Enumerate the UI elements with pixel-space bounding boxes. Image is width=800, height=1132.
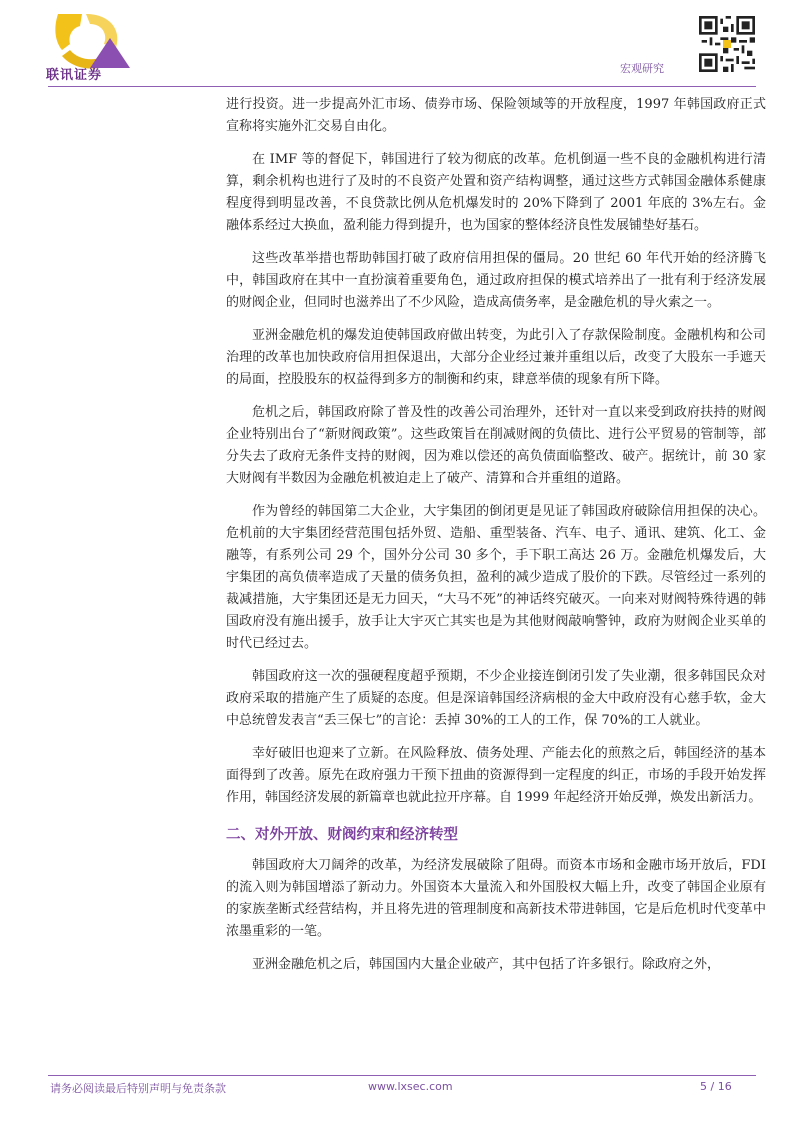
page-footer bbox=[0, 1070, 800, 1110]
header-category-label: 宏观研究 bbox=[620, 62, 664, 75]
article-body bbox=[226, 94, 766, 987]
paragraph: 危机之后，韩国政府除了普及性的改善公司治理外，还针对一直以来受到政府扶持的财阀企业特别出台了“新财阀政策”。这些政策旨在削减财阀的负债比、进行公平贸易的管制等，部分失去了政府无条件支持的财阀，因为难以偿还的高负债面临整改、破产。据统计，前 30 家大财阀有半数因为金融危机被迫走上了破产、清算和合并重组的道路。 bbox=[226, 405, 766, 486]
page-header bbox=[0, 0, 800, 95]
page-number: 5 / 16 bbox=[700, 1080, 732, 1093]
header-divider bbox=[48, 86, 756, 87]
section-heading: 二、对外开放、财阀约束和经济转型 bbox=[226, 827, 458, 843]
paragraph: 亚洲金融危机的爆发迫使韩国政府做出转变，为此引入了存款保险制度。金融机构和公司治理的改革也加快政府信用担保退出，大部分企业经过兼并重组以后，改变了大股东一手遮天的局面，控股股东的权益得到多方的制衡和约束，肆意举债的现象有所下降。 bbox=[226, 328, 766, 387]
paragraph: 亚洲金融危机之后，韩国国内大量企业破产，其中包括了许多银行。除政府之外， bbox=[252, 957, 721, 972]
paragraph: 进行投资。进一步提高外汇市场、债券市场、保险领域等的开放程度，1997 年韩国政府正式宣称将实施外汇交易自由化。 bbox=[226, 97, 766, 134]
paragraph: 韩国政府这一次的强硬程度超乎预期，不少企业接连倒闭引发了失业潮，很多韩国民众对政府采取的措施产生了质疑的态度。但是深谙韩国经济病根的金大中政府没有心慈手软，金大中总统曾发表言“丢三保七”的言论：丢掉 30%的工人的工作，保 70%的工人就业。 bbox=[226, 669, 766, 728]
logo-text: 联讯证券 bbox=[46, 68, 103, 83]
paragraph: 韩国政府大刀阔斧的改革，为经济发展破除了阻碍。而资本市场和金融市场开放后，FDI 的流入则为韩国增添了新动力。外国资本大量流入和外国股权大幅上升，改变了韩国企业原有的家族垄断式经营结构，并且将先进的管理制度和高新技术带进韩国，它是后危机时代变革中浓墨重彩的一笔。 bbox=[226, 858, 766, 939]
paragraph: 作为曾经的韩国第二大企业，大宇集团的倒闭更是见证了韩国政府破除信用担保的决心。危机前的大宇集团经营范围包括外贸、造船、重型装备、汽车、电子、通讯、建筑、化工、金融等，有系列公司 29 个，国外分公司 30 多个，手下职工高达 26 万。金融危机爆发后，大宇集团的高负债率造成了天量的债务负担，盈利的减少造成了股价的下跌。尽管经过一系列的裁减措施，大宇集团还是无力回天，“大马不死”的神话终究破灭。一向来对财阀特殊待遇的韩国政府没有施出援手，放手让大宇灭亡其实也是为其他财阀敲响警钟，政府为财阀企业买单的时代已经过去。 bbox=[226, 504, 766, 651]
paragraph: 这些改革举措也帮助韩国打破了政府信用担保的僵局。20 世纪 60 年代开始的经济腾飞中，韩国政府在其中一直扮演着重要角色，通过政府担保的模式培养出了一批有利于经济发展的财阀企业，但同时也滋养出了不少风险，造成高债务率，是金融危机的导火索之一。 bbox=[226, 251, 766, 310]
website-link[interactable]: www.lxsec.com bbox=[368, 1080, 453, 1093]
footer-divider bbox=[48, 1075, 756, 1076]
paragraph: 在 IMF 等的督促下，韩国进行了较为彻底的改革。危机倒逼一些不良的金融机构进行清算，剩余机构也进行了及时的不良资产处置和资产结构调整，通过这些方式韩国金融体系健康程度得到明显改善，不良贷款比例从危机爆发时的 20%下降到了 2001 年底的 3%左右。金融体系经过大换血，盈利能力得到提升，也为国家的整体经济良性发展铺垫好基石。 bbox=[226, 152, 766, 233]
paragraph: 幸好破旧也迎来了立新。在风险释放、债务处理、产能去化的煎熬之后，韩国经济的基本面得到了改善。原先在政府强力干预下扭曲的资源得到一定程度的纠正，市场的手段开始发挥作用，韩国经济发展的新篇章也就此拉开序幕。自 1999 年起经济开始反弹，焕发出新活力。 bbox=[226, 746, 766, 805]
company-logo-icon bbox=[50, 10, 132, 70]
qr-code-icon bbox=[699, 16, 755, 72]
disclaimer-link[interactable]: 请务必阅读最后特别声明与免责条款 bbox=[50, 1082, 226, 1095]
